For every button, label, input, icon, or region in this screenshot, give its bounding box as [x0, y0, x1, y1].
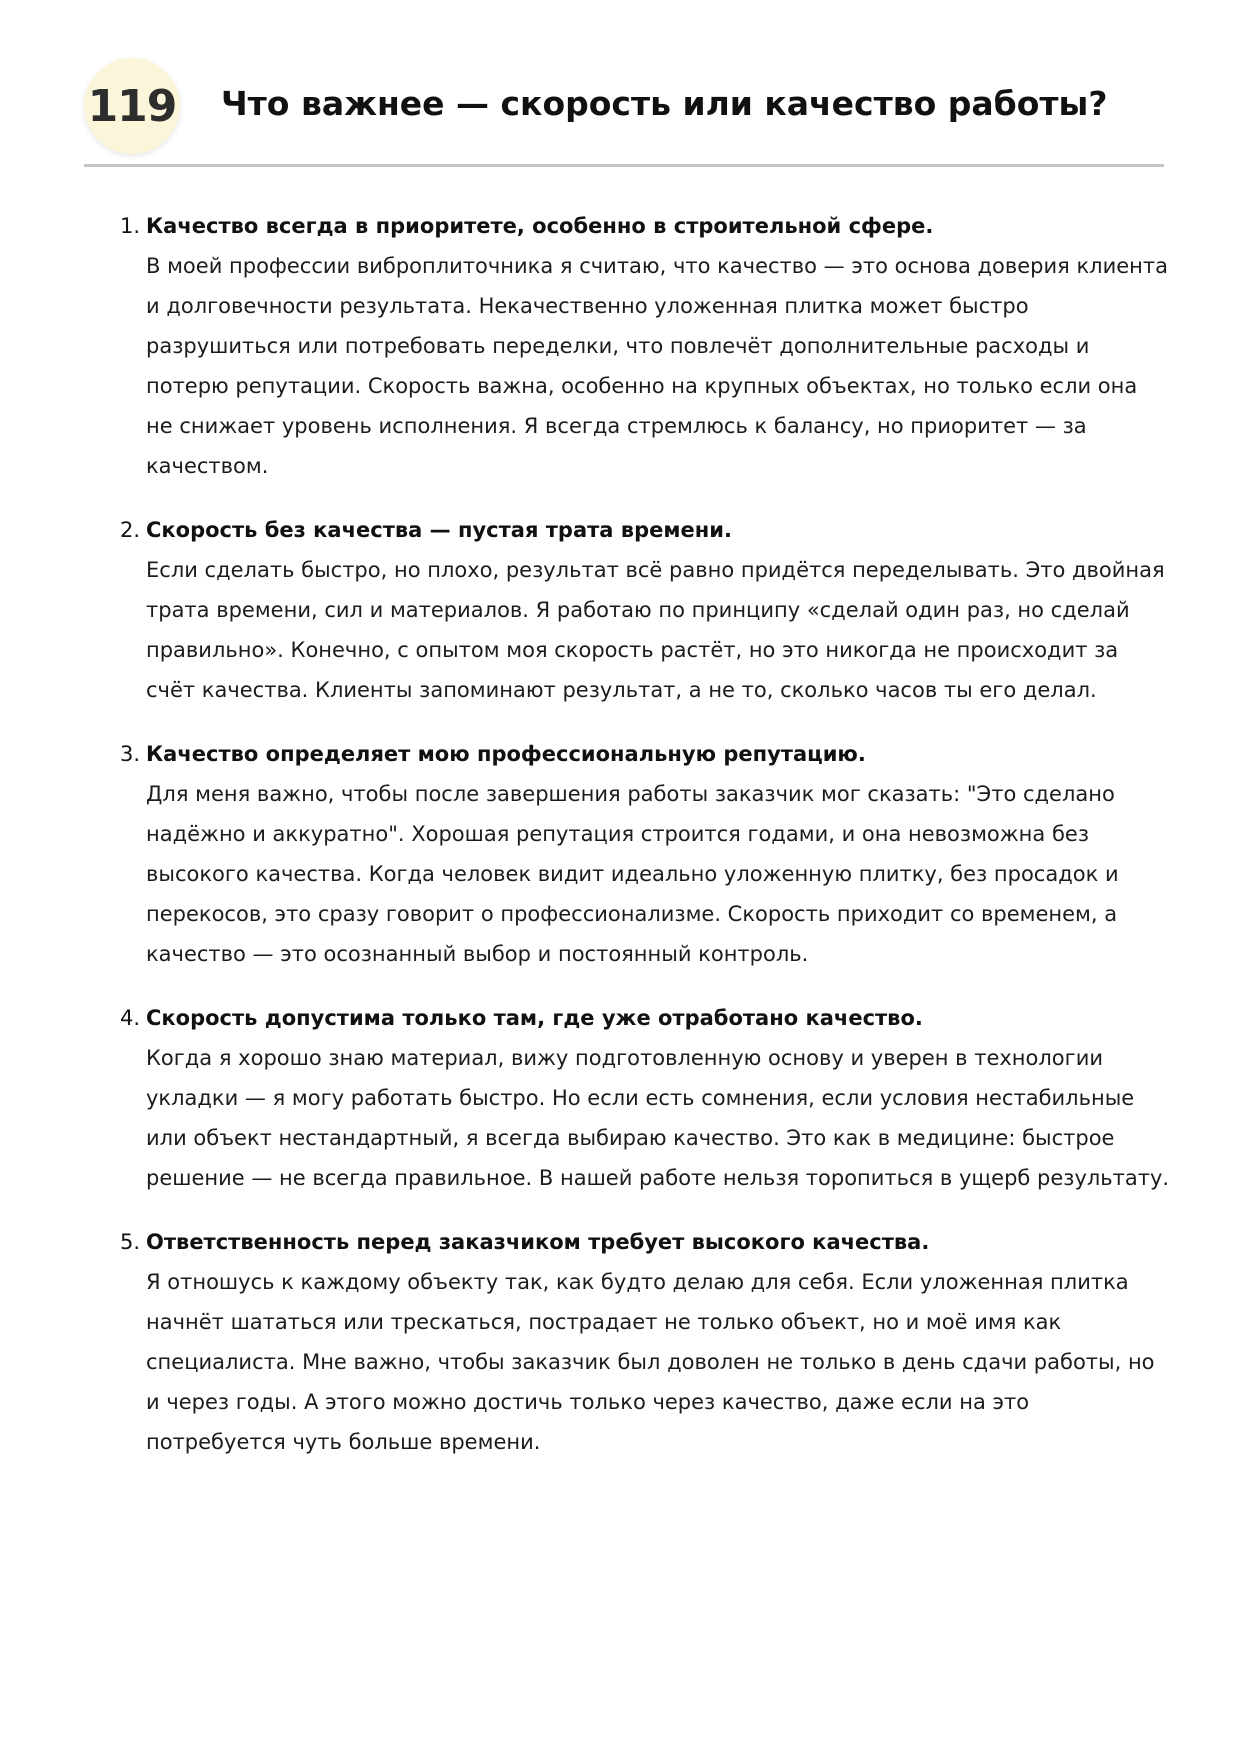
list-item-heading: Скорость без качества — пустая трата времени.: [146, 518, 732, 542]
list-item-heading: Качество всегда в приоритете, особенно в строительной сфере.: [146, 214, 934, 238]
list-item: [120, 510, 1170, 710]
list-item-heading: Качество определяет мою профессиональную репутацию.: [146, 742, 866, 766]
list-item: [120, 998, 1170, 1198]
list-item-heading: Ответственность перед заказчиком требует высокого качества.: [146, 1230, 930, 1254]
page-header: [84, 56, 1164, 167]
list-item-heading: Скорость допустима только там, где уже отработано качество.: [146, 1006, 923, 1030]
page-title: Что важнее — скорость или качество работы?: [221, 84, 1108, 123]
list-item-number: 2.: [120, 518, 141, 542]
list-item-number: 3.: [120, 742, 141, 766]
answer-list: [120, 206, 1170, 1486]
list-item: [120, 1222, 1170, 1462]
list-item-number: 5.: [120, 1230, 141, 1254]
list-item: [120, 206, 1170, 486]
list-item-text: Для меня важно, чтобы после завершения работы заказчик мог сказать: "Это сделано надёжно и аккуратно". Хорошая репутация строится годами, и она невозможна без высокого качества. Когда человек видит идеально уложенную плитку, без просадок и перекосов, это сразу говорит о профессионализме. Скорость приходит со временем, а качество — это осознанный выбор и постоянный контроль.: [146, 782, 1119, 966]
question-number-badge: 119: [84, 58, 180, 154]
list-item-text: Я отношусь к каждому объекту так, как будто делаю для себя. Если уложенная плитка начнёт шататься или трескаться, пострадает не только объект, но и моё имя как специалиста. Мне важно, чтобы заказчик был доволен не только в день сдачи работы, но и через годы. А этого можно достичь только через качество, даже если на это потребуется чуть больше времени.: [146, 1270, 1155, 1454]
list-item-number: 4.: [120, 1006, 141, 1030]
list-item-text: В моей профессии виброплиточника я считаю, что качество — это основа доверия клиента и долговечности результата. Некачественно уложенная плитка может быстро разрушиться или потребовать переделки, что повлечёт дополнительные расходы и потерю репутации. Скорость важна, особенно на крупных объектах, но только если она не снижает уровень исполнения. Я всегда стремлюсь к балансу, но приоритет — за качеством.: [146, 254, 1168, 478]
list-item-text: Если сделать быстро, но плохо, результат всё равно придётся переделывать. Это двойная трата времени, сил и материалов. Я работаю по принципу «сделай один раз, но сделай правильно». Конечно, с опытом моя скорость растёт, но это никогда не происходит за счёт качества. Клиенты запоминают результат, а не то, сколько часов ты его делал.: [146, 558, 1165, 702]
list-item: [120, 734, 1170, 974]
list-item-text: Когда я хорошо знаю материал, вижу подготовленную основу и уверен в технологии укладки — я могу работать быстро. Но если есть сомнения, если условия нестабильные или объект нестандартный, я всегда выбираю качество. Это как в медицине: быстрое решение — не всегда правильное. В нашей работе нельзя торопиться в ущерб результату.: [146, 1046, 1170, 1190]
list-item-number: 1.: [120, 214, 141, 238]
